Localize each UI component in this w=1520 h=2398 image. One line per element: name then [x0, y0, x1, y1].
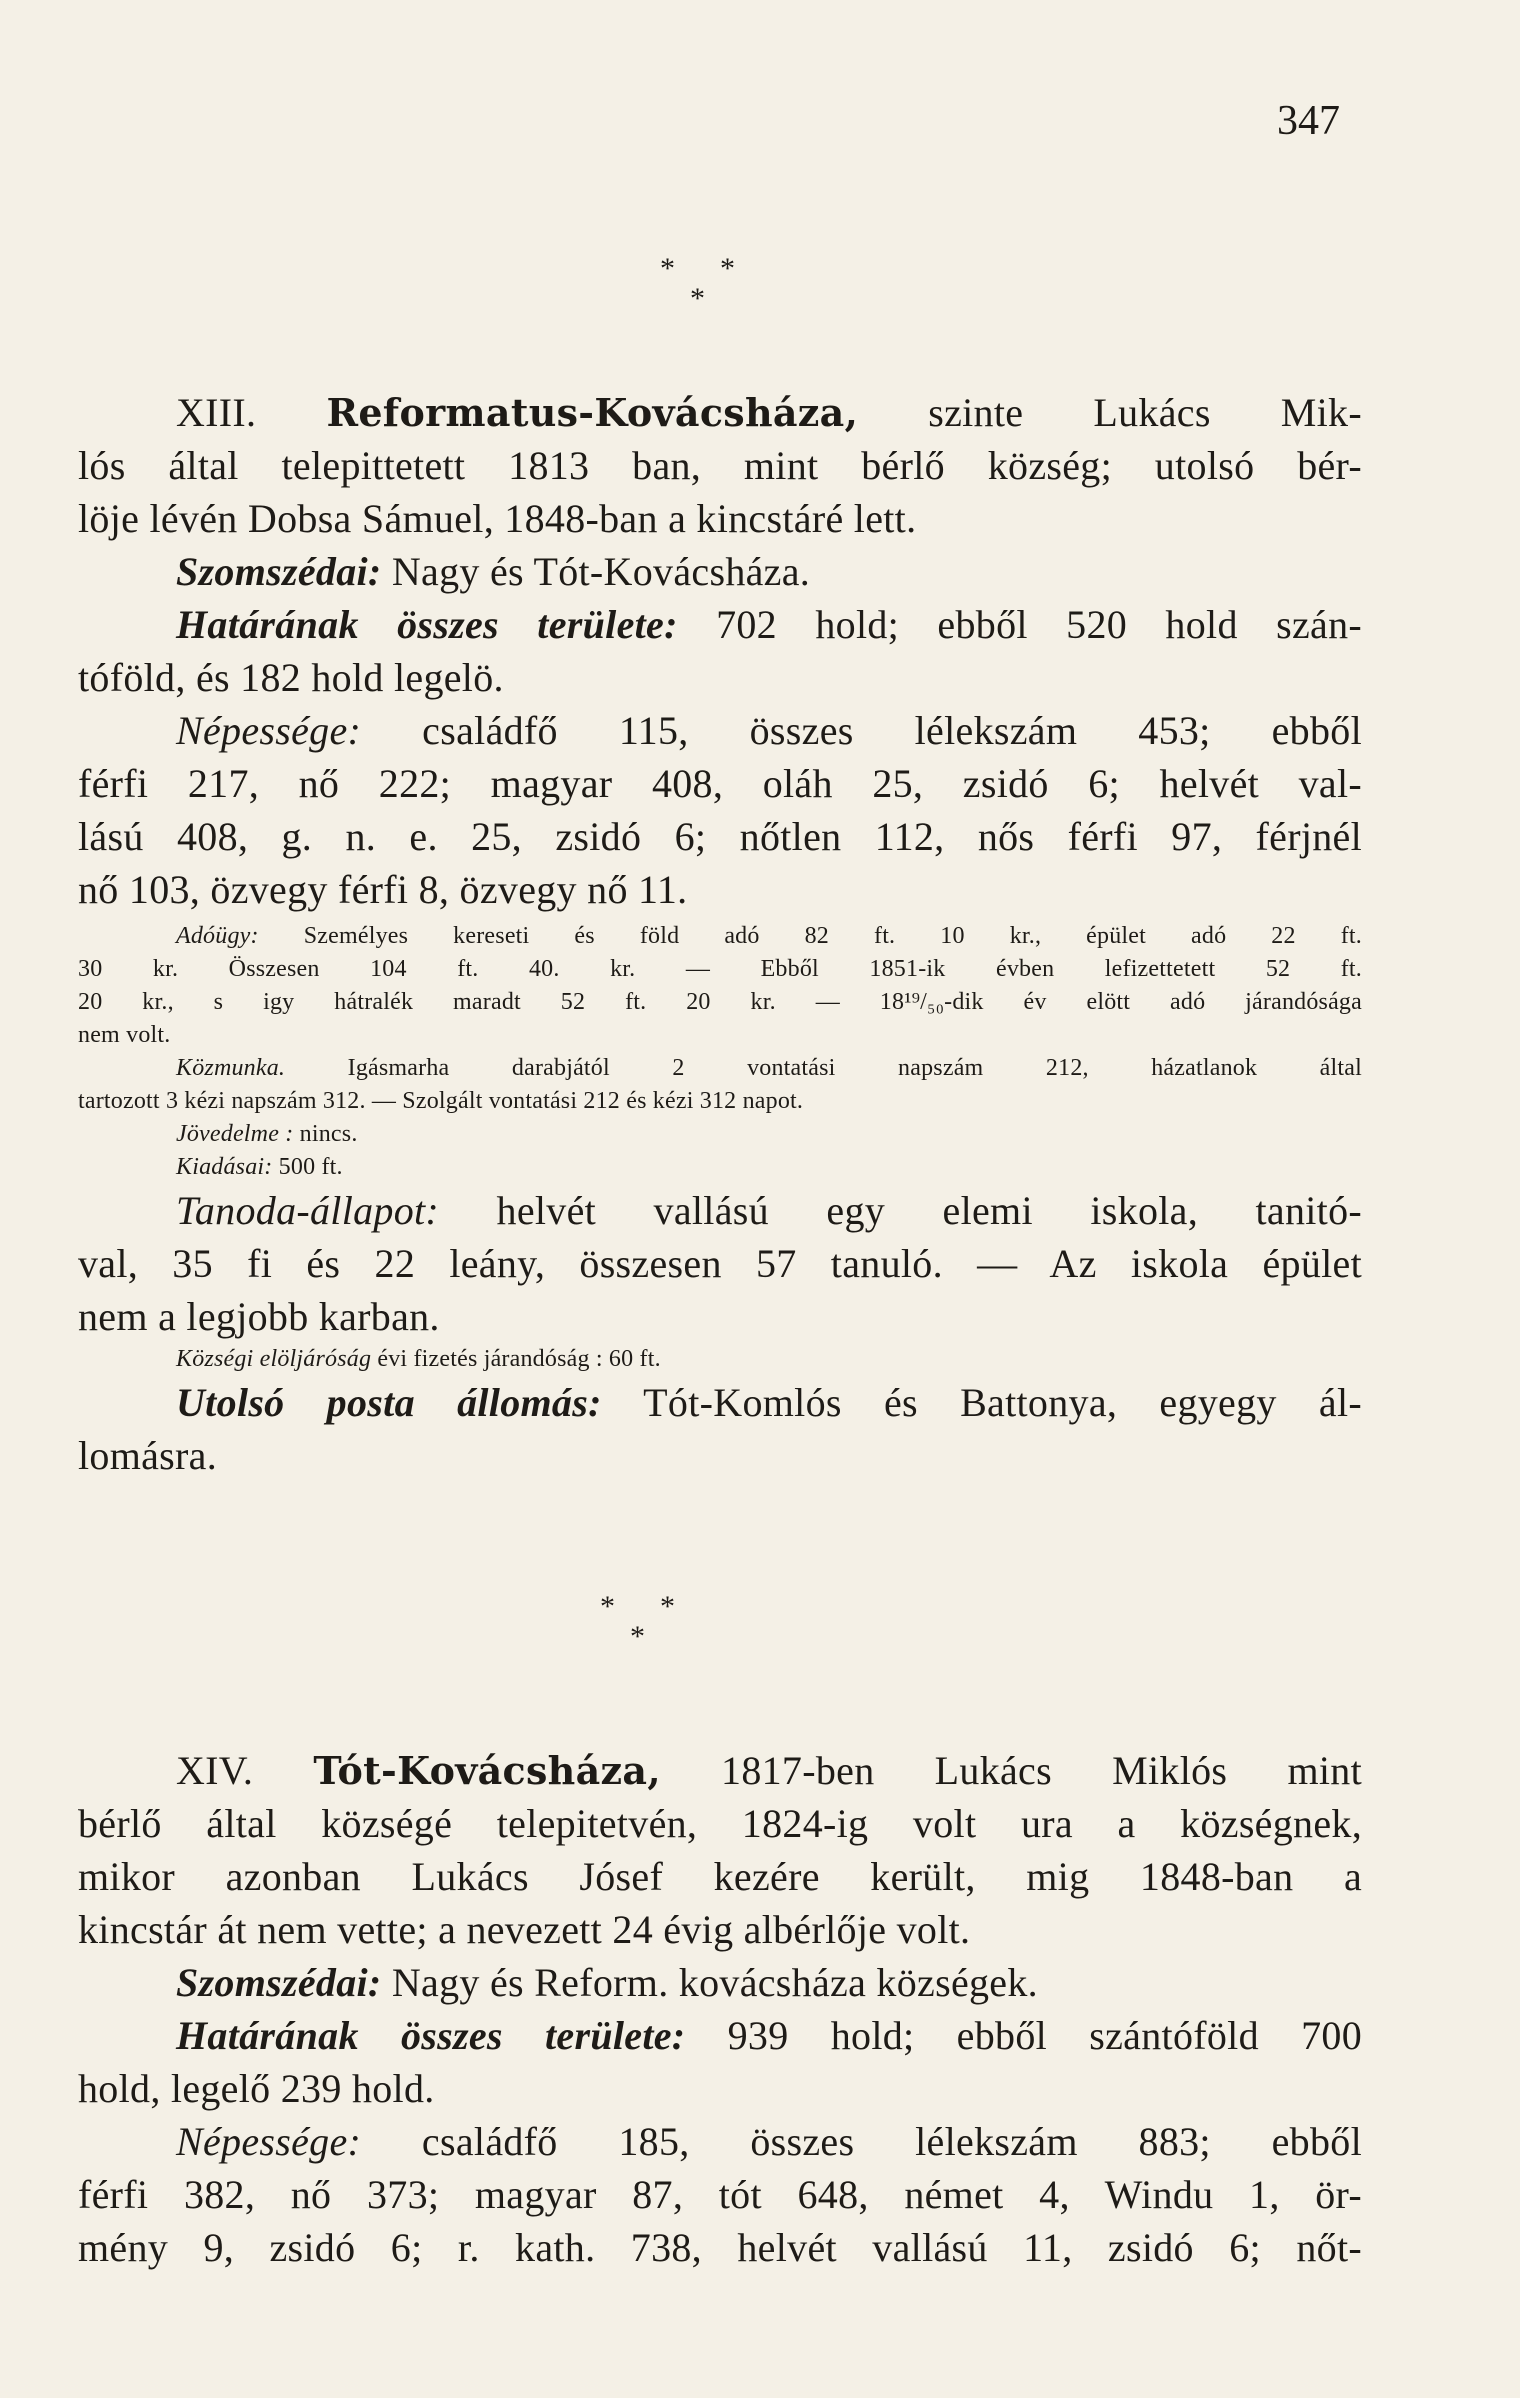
area-line: Határának összes területe: 939 hold; ebből szántóföld 700 [176, 2013, 1363, 2058]
post-line: Utolsó posta állomás: Tót-Komlós és Battonya, egyegy ál- [176, 1380, 1362, 1425]
text-line: férfi 382, nő 373; magyar 87, tót 648, német 4, Windu 1, ör- [78, 2172, 1362, 2217]
section-xiv [78, 1744, 1362, 2274]
area-label: Határának összes területe: [176, 602, 678, 647]
income-label: Jövedelme : [176, 1121, 294, 1147]
text-line: 30 kr. Összesen 104 ft. 40. kr. — Ebből 1851-ik évben lefizettetett 52 ft. [78, 956, 1362, 982]
labor-line: Közmunka. Igásmarha darabjától 2 vontatási napszám 212, házatlanok által [176, 1055, 1362, 1081]
post-label: Utolsó posta állomás: [176, 1380, 602, 1425]
neighbors-line: Szomszédai: Nagy és Reform. kovácsháza községek. [176, 1960, 1038, 2005]
school-line: Tanoda-állapot: helvét vallású egy elemi iskola, tanitó- [176, 1188, 1362, 1233]
section-title: Reformatus-Kovácsháza, [326, 390, 859, 435]
asterisk-icon: * [660, 252, 675, 285]
section-number: XIII. [176, 390, 257, 435]
expense-line: Kiadásai: 500 ft. [176, 1154, 343, 1180]
labor-label: Közmunka. [176, 1055, 286, 1081]
text-line: löje lévén Dobsa Sámuel, 1848-ban a kincstáré lett. [78, 496, 917, 541]
asterisk-icon: * [600, 1590, 615, 1623]
text-line: nem volt. [78, 1022, 171, 1048]
text-line: XIII. Reformatus-Kovácsháza, szinte Lukács Mik- [176, 390, 1362, 435]
text-line: lású 408, g. n. e. 25, zsidó 6; nőtlen 112, nős férfi 97, férjnél [78, 814, 1362, 859]
tax-notes [78, 920, 1362, 1184]
asterisk-icon: * [660, 1590, 675, 1623]
text-line: mény 9, zsidó 6; r. kath. 738, helvét vallású 11, zsidó 6; nőt- [78, 2225, 1362, 2270]
neighbors-line: Szomszédai: Nagy és Tót-Kovácsháza. [176, 549, 811, 594]
area-label: Határának összes területe: [176, 2013, 686, 2058]
text-line: férfi 217, nő 222; magyar 408, oláh 25, zsidó 6; helvét val- [78, 761, 1362, 806]
population-line: Népessége: családfő 115, összes lélekszám 453; ebből [176, 708, 1362, 753]
text-line: tartozott 3 kézi napszám 312. — Szolgált vontatási 212 és kézi 312 napot. [78, 1088, 804, 1114]
area-line: Határának összes területe: 702 hold; ebből 520 hold szán- [176, 602, 1362, 647]
asterisk-icon: * [630, 1620, 645, 1653]
text-line: 20 kr., s igy hátralék maradt 52 ft. 20 kr. — 18¹⁹/₅₀-dik év elött adó járandósága [78, 989, 1362, 1015]
neighbors-label: Szomszédai: [176, 1960, 382, 2005]
text-line: hold, legelő 239 hold. [78, 2066, 435, 2111]
text-line: nem a legjobb karban. [78, 1294, 440, 1339]
section-xiii [78, 386, 1362, 1482]
text-line: lós által telepittetett 1813 ban, mint bérlő község; utolsó bér- [78, 443, 1362, 488]
tax-label: Adóügy: [176, 923, 259, 949]
text-line: nő 103, özvegy férfi 8, özvegy nő 11. [78, 867, 688, 912]
text-line: XIV. Tót-Kovácsháza, 1817-ben Lukács Miklós mint [176, 1748, 1362, 1793]
officials-note [78, 1343, 1362, 1376]
page-number: 347 [1277, 98, 1340, 144]
expense-label: Kiadásai: [176, 1154, 273, 1180]
asterisk-icon: * [690, 282, 705, 315]
text-line: val, 35 fi és 22 leány, összesen 57 tanuló. — Az iskola épület [78, 1241, 1362, 1286]
population-label: Népessége: [176, 2119, 362, 2164]
text-line: tóföld, és 182 hold legelö. [78, 655, 504, 700]
text-line: mikor azonban Lukács Jósef kezére került, mig 1848-ban a [78, 1854, 1362, 1899]
officials-label: Községi elöljáróság [176, 1346, 372, 1372]
text-line: bérlő által községé telepitetvén, 1824-ig volt ura a községnek, [78, 1801, 1362, 1846]
text-line: kincstár át nem vette; a nevezett 24 évig albérlője volt. [78, 1907, 971, 1952]
neighbors-label: Szomszédai: [176, 549, 382, 594]
tax-line: Adóügy: Személyes kereseti és föld adó 82 ft. 10 kr., épület adó 22 ft. [176, 923, 1362, 949]
school-label: Tanoda-állapot: [176, 1188, 440, 1233]
section-title: Tót-Kovácsháza, [313, 1748, 661, 1793]
section-divider-bottom [600, 1590, 750, 1670]
population-line: Népessége: családfő 185, összes lélekszám 883; ebből [176, 2119, 1362, 2164]
officials-line: Községi elöljáróság évi fizetés járandóság : 60 ft. [176, 1346, 661, 1372]
section-divider-top [660, 252, 810, 332]
text-line: lomásra. [78, 1433, 218, 1478]
section-number: XIV. [176, 1748, 254, 1793]
income-line: Jövedelme : nincs. [176, 1121, 358, 1147]
population-label: Népessége: [176, 708, 362, 753]
asterisk-icon: * [720, 252, 735, 285]
